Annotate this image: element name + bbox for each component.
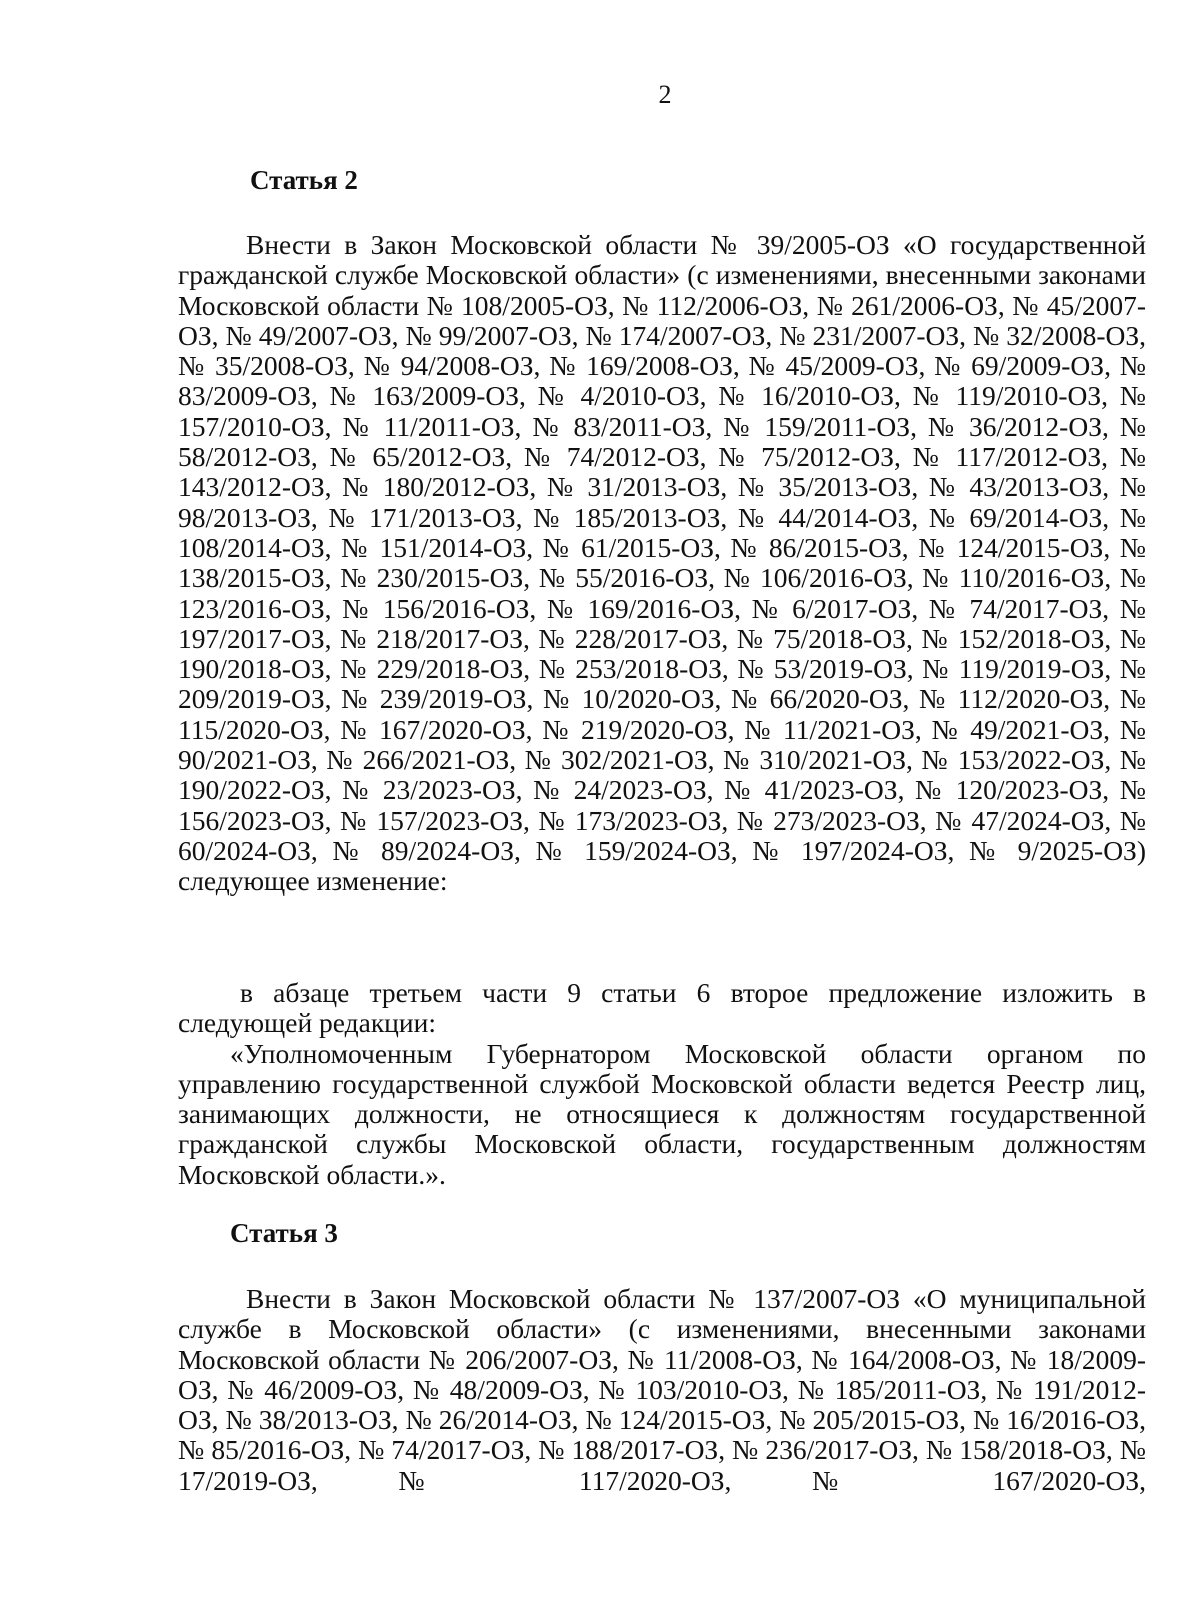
article-3-body <box>178 1284 1146 1496</box>
article-3-intro-paragraph: Внести в Закон Московской области № 137/2007-ОЗ «О муниципальной службе в Московской области» (с изменениями, внесенными законами Московской области № 206/2007-ОЗ, № 11/2008-ОЗ, № 164/2008-ОЗ, № 18/2009-ОЗ, № 46/2009-ОЗ, № 48/2009-ОЗ, № 103/2010-ОЗ, № 185/2011-ОЗ, № 191/2012-ОЗ, № 38/2013-ОЗ, № 26/2014-ОЗ, № 124/2015-ОЗ, № 205/2015-ОЗ, № 16/2016-ОЗ, № 85/2016-ОЗ, № 74/2017-ОЗ, № 188/2017-ОЗ, № 236/2017-ОЗ, № 158/2018-ОЗ, № 17/2019-ОЗ, № 117/2020-ОЗ, № 167/2020-ОЗ, <box>178 1283 1146 1496</box>
article-3-heading: Статья 3 <box>230 1218 338 1248</box>
page-number: 2 <box>658 80 672 109</box>
article-2-amendment <box>178 978 1146 1190</box>
article-2-amendment-instruction: в абзаце третьем части 9 статьи 6 второе предложение изложить в следующей редакции: <box>178 977 1146 1039</box>
article-2-amendment-text: «Уполномоченным Губернатором Московской области органом по управлению государственной службой Московской области ведется Реестр лиц, занимающих должности, не относящиеся к должностям государственной гражданской службы Московской области, государственным должностям Московской области.». <box>178 1037 1146 1190</box>
article-2-intro-paragraph: Внести в Закон Московской области № 39/2005-ОЗ «О государственной гражданской службе Московской области» (с изменениями, внесенными законами Московской области № 108/2005-ОЗ, № 112/2006-ОЗ, № 261/2006-ОЗ, № 45/2007-ОЗ, № 49/2007-ОЗ, № 99/2007-ОЗ, № 174/2007-ОЗ, № 231/2007-ОЗ, № 32/2008-ОЗ, № 35/2008-ОЗ, № 94/2008-ОЗ, № 169/2008-ОЗ, № 45/2009-ОЗ, № 69/2009-ОЗ, № 83/2009-ОЗ, № 163/2009-ОЗ, № 4/2010-ОЗ, № 16/2010-ОЗ, № 119/2010-ОЗ, № 157/2010-ОЗ, № 11/2011-ОЗ, № 83/2011-ОЗ, № 159/2011-ОЗ, № 36/2012-ОЗ, № 58/2012-ОЗ, № 65/2012-ОЗ, № 74/2012-ОЗ, № 75/2012-ОЗ, № 117/2012-ОЗ, № 143/2012-ОЗ, № 180/2012-ОЗ, № 31/2013-ОЗ, № 35/2013-ОЗ, № 43/2013-ОЗ, № 98/2013-ОЗ, № 171/2013-ОЗ, № 185/2013-ОЗ, № 44/2014-ОЗ, № 69/2014-ОЗ, № 108/2014-ОЗ, № 151/2014-ОЗ, № 61/2015-ОЗ, № 86/2015-ОЗ, № 124/2015-ОЗ, № 138/2015-ОЗ, № 230/2015-ОЗ, № 55/2016-ОЗ, № 106/2016-ОЗ, № 110/2016-ОЗ, № 123/2016-ОЗ, № 156/2016-ОЗ, № 169/2016-ОЗ, № 6/2017-ОЗ, № 74/2017-ОЗ, № 197/2017-ОЗ, № 218/2017-ОЗ, № 228/2017-ОЗ, № 75/2018-ОЗ, № 152/2018-ОЗ, № 190/2018-ОЗ, № 229/2018-ОЗ, № 253/2018-ОЗ, № 53/2019-ОЗ, № 119/2019-ОЗ, № 209/2019-ОЗ, № 239/2019-ОЗ, № 10/2020-ОЗ, № 66/2020-ОЗ, № 112/2020-ОЗ, № 115/2020-ОЗ, № 167/2020-ОЗ, № 219/2020-ОЗ, № 11/2021-ОЗ, № 49/2021-ОЗ, № 90/2021-ОЗ, № 266/2021-ОЗ, № 302/2021-ОЗ, № 310/2021-ОЗ, № 153/2022-ОЗ, № 190/2022-ОЗ, № 23/2023-ОЗ, № 24/2023-ОЗ, № 41/2023-ОЗ, № 120/2023-ОЗ, № 156/2023-ОЗ, № 157/2023-ОЗ, № 173/2023-ОЗ, № 273/2023-ОЗ, № 47/2024-ОЗ, № 60/2024-ОЗ, № 89/2024-ОЗ, № 159/2024-ОЗ, № 197/2024-ОЗ, № 9/2025-ОЗ) следующее изменение: <box>178 229 1146 897</box>
article-2-body <box>178 230 1146 897</box>
article-2-heading: Статья 2 <box>250 165 358 195</box>
